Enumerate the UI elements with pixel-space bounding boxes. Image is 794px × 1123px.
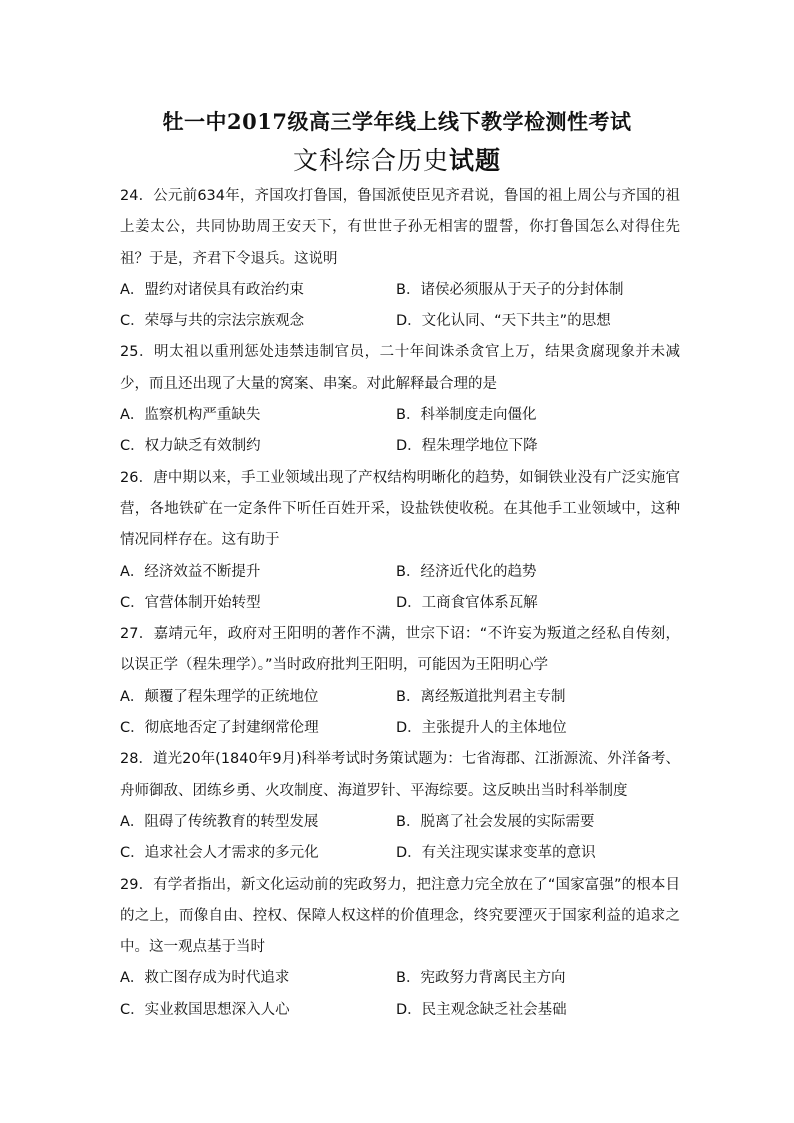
option-a: A．盟约对诸侯具有政治约束 <box>120 281 304 298</box>
option-row <box>120 431 680 462</box>
option-row <box>120 713 680 744</box>
option-row <box>120 588 680 619</box>
option-row <box>120 275 680 306</box>
question-25 <box>120 337 680 462</box>
option-row <box>120 306 680 337</box>
option-c: C．荣辱与共的宗法宗族观念 <box>120 313 305 330</box>
subtitle-bold: 试题 <box>449 146 502 175</box>
question-stem: 28．道光20年(1840年9月)科举考试时务策试题为：七省海郡、江浙源流、外洋备考、舟师御敌、团练乡勇、火攻制度、海道罗针、平海综要。这反映出当时科举制度 <box>120 751 680 799</box>
question-29 <box>120 870 680 1026</box>
subtitle-normal: 文科综合历史 <box>292 146 449 175</box>
option-b: B．经济近代化的趋势 <box>396 563 537 580</box>
exam-subtitle <box>0 141 794 177</box>
question-stem: 27．嘉靖元年，政府对王阳明的著作不满，世宗下诏：“不许妄为叛道之经私自传刻，以误正学（程朱理学）。”当时政府批判王阳明，可能因为王阳明心学 <box>120 626 680 674</box>
question-stem: 26．唐中期以来，手工业领域出现了产权结构明晰化的趋势，如铜铁业没有广泛实施官营，各地铁矿在一定条件下听任百姓开采，设盐铁使收税。在其他手工业领域中，这种情况同样存在。这有助于 <box>120 469 680 549</box>
option-row <box>120 557 680 588</box>
option-c: C．官营体制开始转型 <box>120 594 261 611</box>
option-row <box>120 995 680 1026</box>
option-d: D．文化认同、“天下共主”的思想 <box>396 313 611 330</box>
option-a: A．救亡图存成为时代追求 <box>120 970 290 987</box>
question-stem: 25．明太祖以重刑惩处违禁违制官员，二十年间诛杀贪官上万，结果贪腐现象并未减少，而且还出现了大量的窝案、串案。对此解释最合理的是 <box>120 344 680 392</box>
option-c: C．追求社会人才需求的多元化 <box>120 845 319 862</box>
option-c: C．彻底地否定了封建纲常伦理 <box>120 720 319 737</box>
question-24 <box>120 181 680 337</box>
option-b: B．宪政努力背离民主方向 <box>396 970 566 987</box>
option-b: B．离经叛道批判君主专制 <box>396 688 566 705</box>
option-d: D．民主观念缺乏社会基础 <box>396 1001 567 1018</box>
option-row <box>120 963 680 994</box>
option-a: A．监察机构严重缺失 <box>120 407 261 424</box>
option-c: C．权力缺乏有效制约 <box>120 438 261 455</box>
option-b: B．诸侯必须服从于天子的分封体制 <box>396 281 624 298</box>
option-d: D．工商食官体系瓦解 <box>396 594 538 611</box>
question-28 <box>120 744 680 869</box>
option-row <box>120 838 680 869</box>
option-a: A．颠覆了程朱理学的正统地位 <box>120 688 319 705</box>
option-row <box>120 400 680 431</box>
question-stem: 24．公元前634年，齐国攻打鲁国，鲁国派使臣见齐君说，鲁国的祖上周公与齐国的祖上姜太公，共同协助周王安天下，有世世子孙无相害的盟誓，你打鲁国怎么对得住先祖？于是，齐君下令退兵。这说明 <box>120 188 680 267</box>
option-b: B．科举制度走向僵化 <box>396 407 537 424</box>
option-d: D．有关注现实谋求变革的意识 <box>396 845 596 862</box>
question-stem: 29．有学者指出，新文化运动前的宪政努力，把注意力完全放在了“国家富强”的根本目的之上，而像自由、控权、保障人权这样的价值理念，终究要湮灭于国家利益的追求之中。这一观点基于当时 <box>120 876 680 956</box>
option-a: A．阻碍了传统教育的转型发展 <box>120 813 319 830</box>
option-d: D．程朱理学地位下降 <box>396 438 538 455</box>
option-b: B．脱离了社会发展的实际需要 <box>396 813 595 830</box>
option-a: A．经济效益不断提升 <box>120 563 261 580</box>
option-row <box>120 682 680 713</box>
question-27 <box>120 619 680 744</box>
option-c: C．实业救国思想深入人心 <box>120 1001 290 1018</box>
option-d: D．主张提升人的主体地位 <box>396 720 567 737</box>
question-26 <box>120 463 680 619</box>
exam-title: 牡一中2017级高三学年线上线下教学检测性考试 <box>162 109 632 134</box>
question-list <box>120 181 680 1026</box>
option-row <box>120 807 680 838</box>
